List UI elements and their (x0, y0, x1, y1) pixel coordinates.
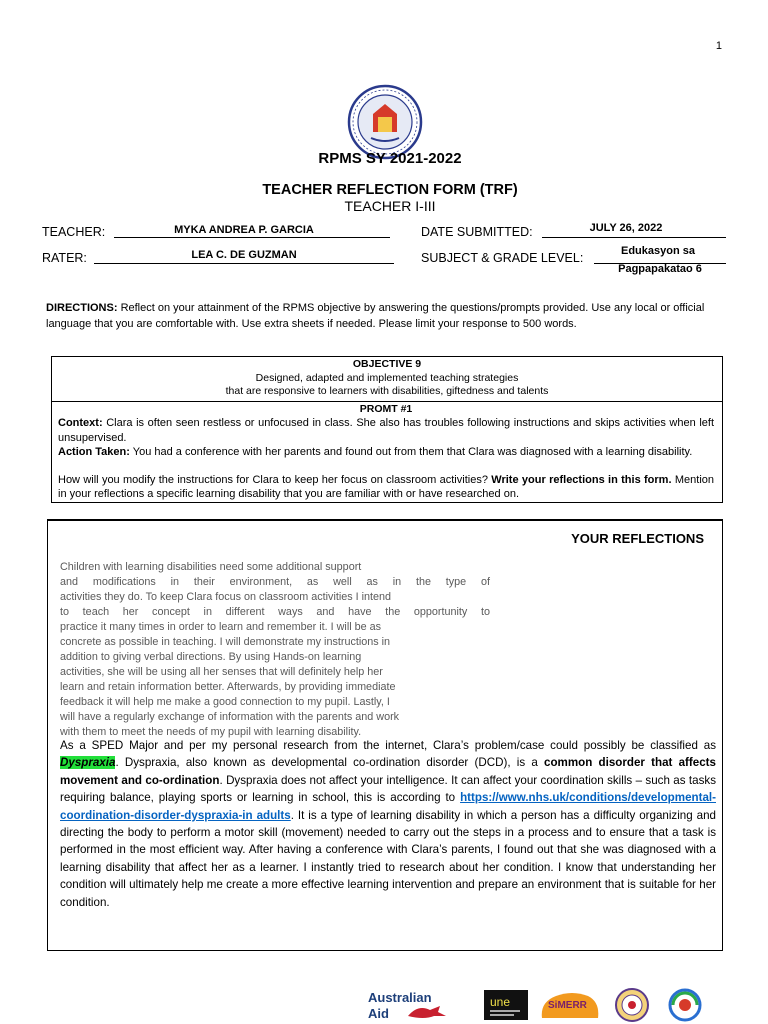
seal-logo-icon (615, 988, 649, 1022)
rater-value: LEA C. DE GUZMAN (191, 249, 297, 261)
gray-line: Children with learning disabilities need some additional support (60, 561, 362, 573)
form-level: TEACHER I-III (344, 198, 436, 214)
teacher-label: TEACHER: (42, 225, 106, 239)
prompt-action: Action Taken: You had a conference with her parents and found out from them that Clara was diagnosed with a learning disability. (58, 446, 693, 458)
subject-value-1: Edukasyon sa (621, 245, 695, 257)
australian-aid-logo (368, 988, 462, 1022)
gray-line: will have a regularly exchange of information with the parents and work (60, 711, 400, 723)
simerr-logo (536, 988, 604, 1022)
gray-line: with them to meet the needs of my pupil with learning disability. (60, 726, 362, 738)
circular-logo-icon (665, 988, 705, 1022)
reflections-box (47, 519, 723, 951)
reflections-title: YOUR REFLECTIONS (571, 531, 704, 546)
gray-line: practice it many times in order to learn and remember it. I will be as (60, 621, 382, 633)
objective-line-1: Designed, adapted and implemented teaching strategies (255, 371, 519, 384)
teacher-value: MYKA ANDREA P. GARCIA (174, 224, 314, 236)
reflection-gray-text (60, 560, 490, 740)
rater-label: RATER: (42, 251, 87, 265)
reflection-main-text: As a SPED Major and per my personal research from the internet, Clara’s problem/case could possibly be classified as Dyspraxia. Dyspraxia, also known as developmental co-ordination disorder (DCD), is a common disorder that affects movement and co-ordination. Dyspraxia does not affect your intelligence. It can affect your coordination skills – such as tasks requiring balance, playing sports or learning in school, this is according to https://www.nhs.uk/conditions/developmental-coordination-disorder-dyspraxia-in adults. It is a type of learning disability in which a person has a difficulty organizing and directing the body to perform a motor skill (movement) needed to carry out the steps in a process and to ensure that a task is performed in the most efficient way. After having a conference with Clara’s parents, I found out that she was diagnosed with a learning disability that affect her as a learner. I instantly tried to research about her condition. I know that understanding her condition will ultimately help me create a more effective learning intervention and prepare an environment that is suitable for her condition. (60, 739, 716, 909)
gray-line: concrete as possible in teaching. I will demonstrate my instructions in (60, 636, 391, 648)
form-title: TEACHER REFLECTION FORM (TRF) (262, 182, 518, 198)
une-logo (484, 988, 528, 1022)
page-number: 1 (715, 40, 722, 52)
objective-header (52, 357, 722, 402)
objective-heading: OBJECTIVE 9 (352, 358, 422, 370)
gray-line: activities they do. To keep Clara focus on classroom activities I intend (60, 591, 392, 603)
svg-text:Aid: Aid (368, 1006, 389, 1021)
dyspraxia-highlight: Dyspraxia (60, 756, 116, 770)
gray-line: feedback it will help me make a good connection to my pupil. Lastly, I (60, 696, 390, 708)
directions-label: DIRECTIONS: (46, 302, 118, 314)
rpms-title: RPMS SY 2021-2022 (318, 150, 462, 167)
prompt-heading: PROMT #1 (359, 402, 413, 415)
objective-box (51, 356, 723, 503)
prompt-context: Context: Clara is often seen restless or unfocused in class. She also has troubles following instructions and skips activities when left unsupervised. (58, 417, 714, 444)
subject-label: SUBJECT & GRADE LEVEL: (421, 251, 584, 265)
gray-line: and modifications in their environment, as well as in the type of (60, 576, 490, 588)
date-value: JULY 26, 2022 (589, 222, 663, 234)
date-label: DATE SUBMITTED: (421, 225, 533, 239)
prompt-question: How will you modify the instructions for Clara to keep her focus on classroom activities? Write your reflections in this form. Mention in your reflections a specific learning disability that you are familiar with or have researched on. (58, 473, 715, 500)
subject-value-2: Pagpapakatao 6 (618, 263, 702, 275)
directions (46, 300, 722, 332)
nhs-link[interactable]: https://www.nhs.uk/conditions/developmental-coordination-disorder-dyspraxia-in adults (60, 791, 716, 822)
svg-text:Australian: Australian (368, 990, 432, 1005)
svg-text:SiMERR: SiMERR (548, 1000, 587, 1011)
svg-text:une: une (490, 995, 511, 1009)
deped-seal-icon (347, 84, 423, 160)
gray-line: learn and retain information better. Afterwards, by providing immediate (60, 681, 396, 693)
gray-line: activities, she will be using all her senses that will definitely help her (60, 666, 383, 678)
prompt-box (52, 402, 722, 502)
objective-line-2: that are responsive to learners with disabilities, giftedness and talents (225, 385, 549, 397)
directions-text: Reflect on your attainment of the RPMS objective by answering the questions/prompts provided. Use any local or official language that you are comfortable with. Use extra sheets if needed. Please limit your response to 500 words. (46, 302, 705, 330)
gray-line: addition to giving verbal directions. By using Hands-on learning (60, 651, 362, 663)
gray-line: to teach her concept in different ways and have the opportunity to (60, 606, 490, 618)
